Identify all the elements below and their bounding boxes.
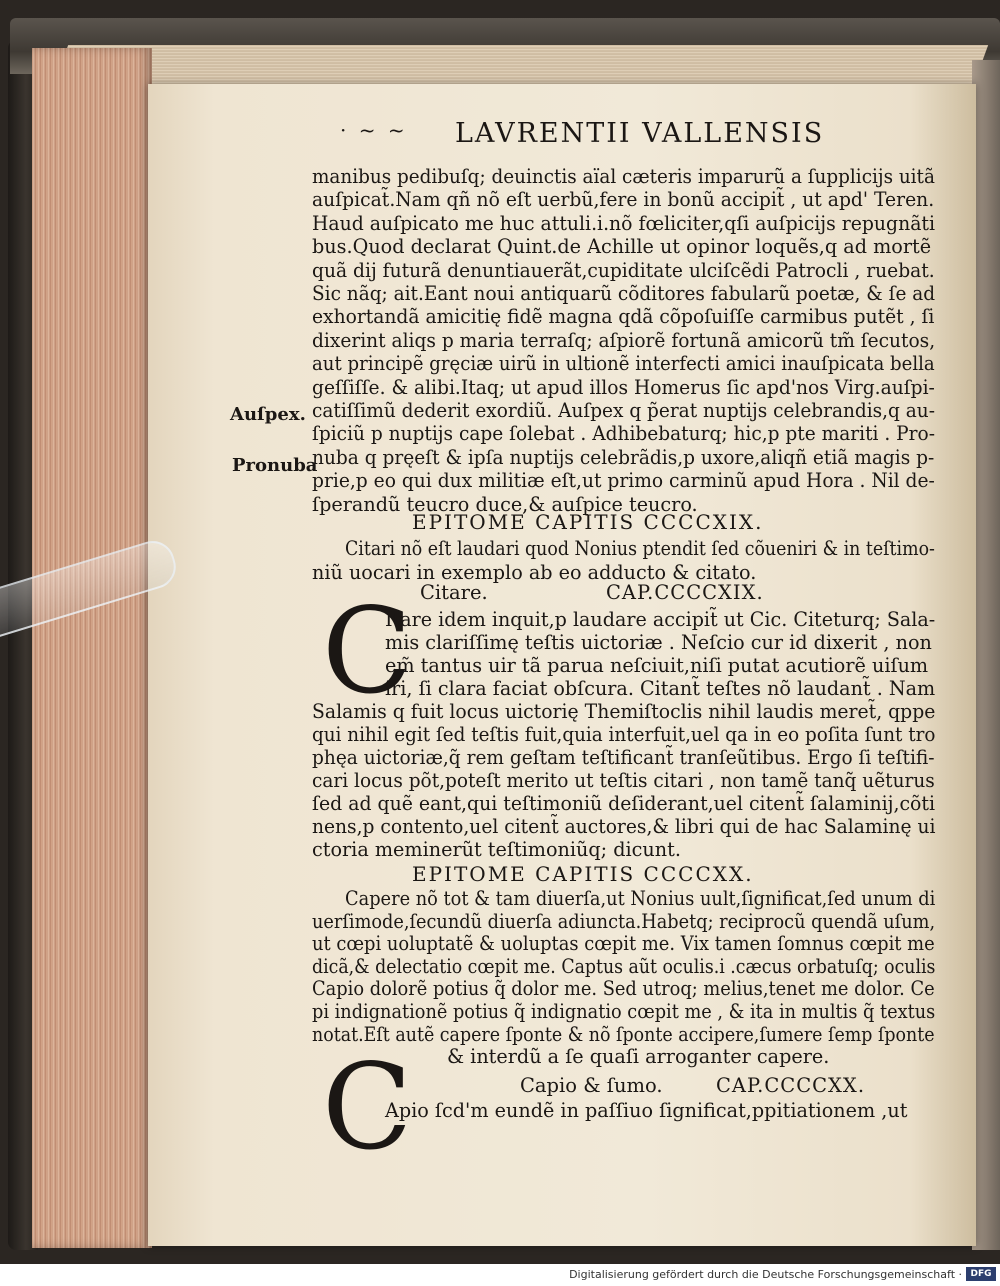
text-line: prie,p eo qui dux militiæ eſt,ut primo carminũ apud Hora . Nil de- — [312, 469, 935, 493]
text-line: bus.Quod declarat Quint.de Achille ut opinor loquẽs,q ad mortẽ — [312, 235, 932, 259]
text-line: manibus pedibuſq; deuinctis aïal cæteris imparurũ a ſupplicijs uitã — [312, 165, 935, 188]
text-line: phęa uictoriæ,q̃ rem geſtam teſtificant̃ tranſeũtibus. Ergo ſi teſtifi- — [312, 746, 935, 769]
text-line: auſpicat̃.Nam qñ nõ eſt uerbũ,fere in bonũ accipit̃ , ut apd' Teren. — [312, 188, 935, 212]
dfg-logo: DFG — [966, 1267, 996, 1281]
text-line: Capere nõ tot & tam diuerſa,ut Nonius uult,ſignificat,ſed unum di — [345, 887, 936, 910]
header-ornament: · ~ ~ — [340, 118, 408, 142]
text-line: ut cœpi uoluptatẽ & uoluptas cœpit me. Vix tamen ſomnus cœpit me — [312, 932, 935, 956]
text-line: mis clariſſimę teſtis uictoriæ . Neſcio cur id dixerit , non — [385, 631, 932, 654]
text-line: Sic nãq; ait.Eant noui antiquarũ cõditores fabularũ poetæ, & ſe ad — [312, 282, 936, 305]
margin-note-pronuba: Pronuba — [232, 455, 318, 476]
dropcap-c-2: C — [322, 1038, 413, 1176]
text-line: aut principẽ gręciæ uirũ in ultionẽ interfecti amici inauſpicata bella — [312, 352, 935, 376]
text-line: notat.Eſt autẽ capere ſponte & nõ ſponte accipere,ſumere ſemp ſponte — [312, 1022, 935, 1046]
text-line: Haud auſpicato me huc attuli.i.nõ fœliciter,qſi auſpicijs repugnãti — [312, 211, 936, 235]
page-edges-side — [32, 48, 152, 1248]
text-line: geſſiſſe. & alibi.Itaq; ut apud illos Homerus ſic apd'nos Virg.auſpi- — [312, 375, 935, 399]
chapter-title-citare: Citare. — [420, 581, 488, 604]
text-line: ſed ad quẽ eant,qui teſtimoniũ deſiderant,uel citent̃ ſalaminij,cõti — [312, 792, 936, 815]
chapter-number-420: CAP.CCCCXX. — [716, 1074, 866, 1097]
margin-note-auspex: Auſpex. — [230, 404, 306, 425]
text-line: qui nihil egit ſed teſtis fuit,quia interfuit,uel qa in eo poſita ſunt tro — [312, 723, 936, 746]
text-line: Citari nõ eſt laudari quod Nonius ptendit ſed cõueniri & in teſtimo- — [345, 537, 935, 560]
epitome-heading-420: EPITOME CAPITIS CCCCXX. — [412, 862, 754, 886]
text-line: cari locus põt,poteſt merito ut teſtis citari , non tamẽ tanq̃ uẽturus — [312, 769, 935, 792]
text-line: pi indignationẽ potius q̃ indignatio cœpit me , & ita in multis q̃ textus — [312, 1000, 936, 1023]
text-line: Itare idem inquit,p laudare accipit̃ ut Cic. Citeturq; Sala- — [385, 608, 936, 631]
text-line: quã dij futurã denuntiauerãt,cupiditate ulciſcẽdi Patrocli , ruebat. — [312, 258, 935, 282]
text-line: em̃ tantus uir tã parua neſciuit,niſi putat acutiorẽ uiſum — [385, 654, 929, 677]
text-line: niũ uocari in exemplo ab eo adducto & citato. — [312, 560, 757, 584]
text-line: uerſimode,ſecundũ diuerſa adiuncta.Habetq; reciprocũ quendã uſum, — [312, 909, 936, 933]
text-line: Apio ſcd'm eundẽ in paſſiuo ſignificat,ppitiationem ,ut — [385, 1099, 908, 1122]
book-gutter — [972, 60, 1000, 1250]
text-line: dixerint aliqs p maria terraſq; aſpiorẽ fortunã amicorũ tm̃ ſecutos, — [312, 328, 936, 352]
text-line: & interdũ a ſe quaſi arroganter capere. — [447, 1045, 830, 1069]
epitome-heading-419: EPITOME CAPITIS CCCCXIX. — [412, 510, 764, 534]
text-line: exhortandã amicitię fidẽ magna qdã cõpoſuiſſe carmibus putẽt , ſi — [312, 305, 935, 329]
chapter-title-capio: Capio & ſumo. — [520, 1074, 663, 1097]
text-line: nuba q pręeſt & ipſa nuptijs celebrãdis,p uxore,aliqñ etiã magis p- — [312, 445, 935, 469]
running-head: LAVRENTII VALLENSIS — [455, 118, 825, 149]
text-line: ſpiciũ p nuptijs cape ſolebat . Adhibebaturq; hic,p pte mariti . Pro- — [312, 422, 935, 446]
text-line: Capio dolorẽ potius q̃ dolor me. Sed utroq; melius,tenet me dolor. Ce — [312, 977, 935, 1001]
text-line: Salamis q fuit locus uictorię Themiſtoclis nihil laudis meret̃, qppe — [312, 700, 936, 723]
text-line: nens,p contento,uel citent̃ auctores,& libri qui de hac Salaminę ui — [312, 815, 936, 838]
text-line: ſperandũ teucro duce,& auſpice teucro. — [312, 492, 698, 516]
text-line: iri, ſi clara faciat obſcura. Citant̃ teſtes nõ laudant̃ . Nam — [385, 677, 936, 700]
chapter-number-419: CAP.CCCCXIX. — [606, 581, 764, 604]
text-line: catiſſimũ dederit exordiũ. Auſpex q p̃erat nuptijs celebrandis,q au- — [312, 399, 935, 422]
footer-credit: Digitalisierung gefördert durch die Deutsche Forschungsgemeinschaft · — [569, 1268, 962, 1281]
text-line: ctoria meminerũt teſtimoniũq; dicunt. — [312, 838, 681, 861]
text-line: dicã,& delectatio cœpit me. Captus aũt oculis.i .cæcus orbatuſq; oculis — [312, 954, 936, 978]
dropcap-c-1: C — [322, 582, 413, 720]
